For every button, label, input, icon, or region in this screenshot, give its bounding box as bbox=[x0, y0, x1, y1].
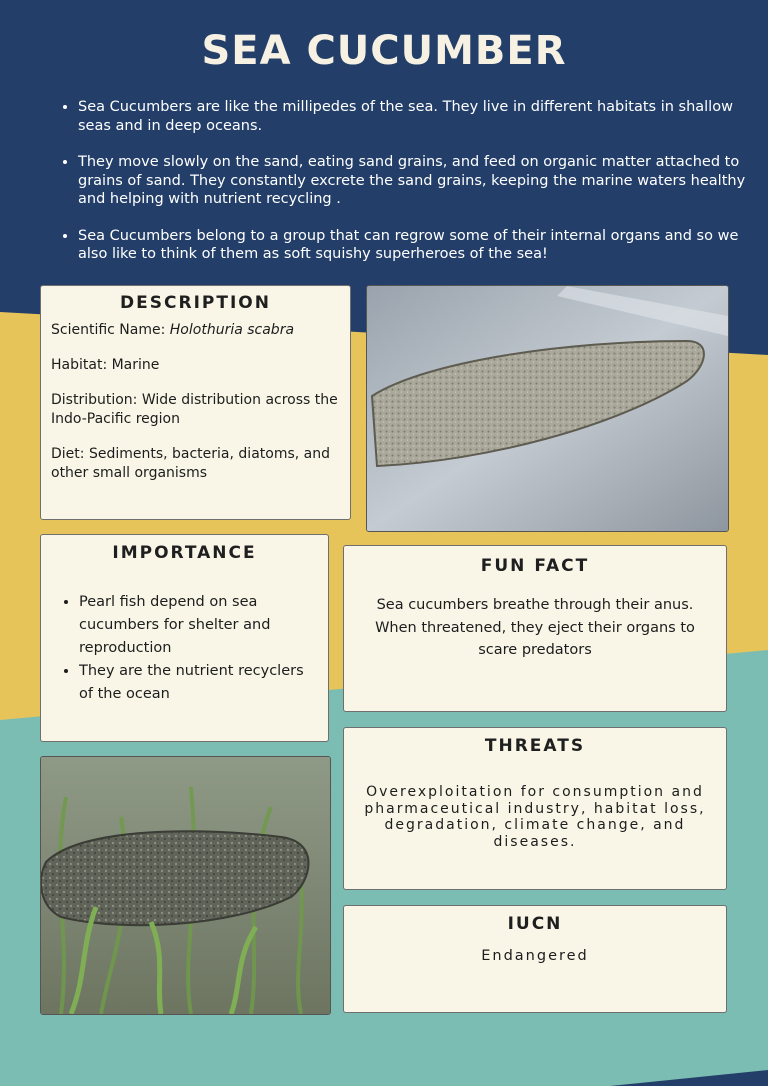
description-card bbox=[40, 285, 351, 520]
intro-item: • They move slowly on the sand, eating sand grains, and feed on organic matter attached to grains of sand. They constantly excrete the sand grains, keeping the marine waters healthy and helping with nutrient recycling . bbox=[78, 153, 758, 209]
page-title: SEA CUCUMBER bbox=[201, 28, 567, 74]
sea-cucumber-photo-tank bbox=[366, 285, 729, 532]
intro-list bbox=[58, 98, 758, 282]
distribution-text: Distribution: Wide distribution across the Indo-Pacific region bbox=[51, 392, 338, 427]
threats-card bbox=[343, 727, 727, 890]
fun-fact-heading: FUN FACT bbox=[480, 556, 590, 576]
description-heading: DESCRIPTION bbox=[120, 293, 271, 313]
fun-fact-text: Sea cucumbers breathe through their anus. When threatened, they eject their organs to scare predators bbox=[375, 597, 695, 658]
importance-item: • Pearl fish depend on sea cucumbers for shelter and reproduction bbox=[79, 591, 318, 660]
iucn-card bbox=[343, 905, 727, 1013]
importance-heading: IMPORTANCE bbox=[112, 543, 257, 563]
scientific-name bbox=[51, 321, 340, 340]
iucn-status: Endangered bbox=[481, 948, 589, 964]
sea-cucumber-photo-seagrass bbox=[40, 756, 331, 1015]
fun-fact-card bbox=[343, 545, 727, 712]
scientific-name-value: Holothuria scabra bbox=[169, 322, 295, 338]
diet-text: Diet: Sediments, bacteria, diatoms, and other small organisms bbox=[51, 446, 330, 481]
intro-item: • Sea Cucumbers belong to a group that can regrow some of their internal organs and so we also like to think of them as soft squishy superheroes of the sea! bbox=[78, 227, 758, 264]
importance-card bbox=[40, 534, 329, 742]
importance-list bbox=[51, 591, 318, 706]
threats-heading: THREATS bbox=[484, 736, 586, 756]
scientific-name-label: Scientific Name: bbox=[51, 322, 170, 338]
habitat-text: Habitat: Marine bbox=[51, 357, 160, 373]
threats-text: Overexploitation for consumption and pharmaceutical industry, habitat loss, degradation, climate change, and diseases. bbox=[364, 784, 706, 850]
iucn-heading: IUCN bbox=[507, 914, 563, 934]
intro-item: • Sea Cucumbers are like the millipedes of the sea. They live in different habitats in shallow seas and in deep oceans. bbox=[78, 98, 758, 135]
importance-item: • They are the nutrient recyclers of the ocean bbox=[79, 660, 318, 706]
